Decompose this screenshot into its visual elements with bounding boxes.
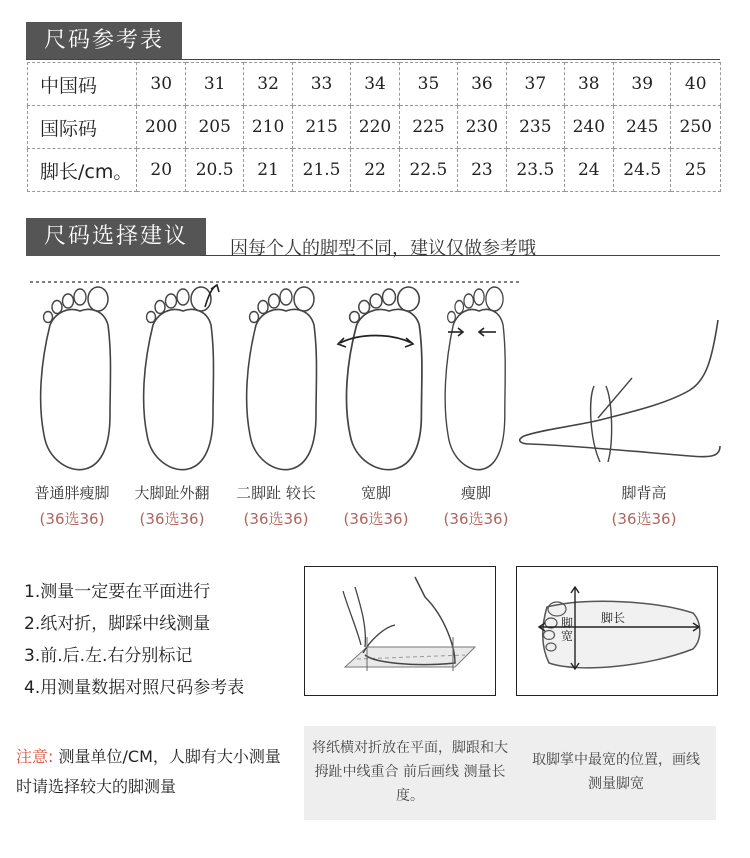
- size-cell: 210: [243, 106, 292, 149]
- size-cell: 25: [671, 149, 721, 192]
- note-label: 注意:: [16, 747, 54, 766]
- size-chart-title: 尺码参考表: [26, 22, 182, 60]
- measure-steps: [24, 576, 244, 704]
- size-cell: 230: [457, 106, 506, 149]
- size-row-label: 国际码: [28, 106, 137, 149]
- size-cell: 20.5: [186, 149, 243, 192]
- foot-top-view-icon: [517, 567, 717, 695]
- size-cell: 39: [614, 63, 671, 106]
- width-label: 脚宽: [561, 616, 574, 643]
- size-cell: 20: [137, 149, 186, 192]
- length-instruction-box: 将纸横对折放在平面，脚跟和大拇趾中线重合 前后画线 测量长度。: [304, 726, 516, 820]
- size-cell: 250: [671, 106, 721, 149]
- note-text: 测量单位/CM，人脚有大小测量时请选择较大的脚测量: [16, 747, 281, 796]
- measure-length-illustration: [304, 566, 496, 696]
- foot-type-label: 普通胖瘦脚: [34, 484, 110, 502]
- size-row: [28, 149, 721, 192]
- size-cell: 32: [243, 63, 292, 106]
- size-cell: 34: [350, 63, 399, 106]
- size-cell: 21: [243, 149, 292, 192]
- foot-type-size: (36选36): [611, 510, 677, 528]
- size-cell: 24: [564, 149, 613, 192]
- width-instruction-box: 取脚掌中最宽的位置，画线测量脚宽: [516, 726, 716, 820]
- foot-type-size: (36选36): [343, 510, 409, 528]
- step-item: 1.测量一定要在平面进行: [24, 582, 211, 602]
- advice-title: 尺码选择建议: [26, 218, 206, 256]
- size-row-label: 脚长/cm。: [28, 149, 137, 192]
- advice-note: 因每个人的脚型不同，建议仅做参考哦: [230, 238, 536, 259]
- measure-width-illustration: [516, 566, 718, 696]
- size-cell: 23: [457, 149, 506, 192]
- step-item: 4.用测量数据对照尺码参考表: [24, 678, 245, 698]
- step-item: 3.前.后.左.右分别标记: [24, 646, 193, 666]
- foot-type-label: 宽脚: [360, 484, 391, 502]
- size-cell: 21.5: [293, 149, 350, 192]
- size-cell: 245: [614, 106, 671, 149]
- foot-type-label: 脚背高: [621, 484, 667, 502]
- size-cell: 200: [137, 106, 186, 149]
- size-cell: 240: [564, 106, 613, 149]
- measure-note: [16, 742, 286, 802]
- size-cell: 35: [400, 63, 457, 106]
- size-cell: 30: [137, 63, 186, 106]
- foot-type-size: (36选36): [39, 510, 105, 528]
- foot-illustrations: [0, 280, 750, 480]
- size-cell: 40: [671, 63, 721, 106]
- size-cell: 22: [350, 149, 399, 192]
- size-cell: 225: [400, 106, 457, 149]
- size-cell: 215: [293, 106, 350, 149]
- size-cell: 22.5: [400, 149, 457, 192]
- size-row: [28, 106, 721, 149]
- size-cell: 220: [350, 106, 399, 149]
- paper-foot-icon: [305, 567, 495, 695]
- foot-type-size: (36选36): [243, 510, 309, 528]
- size-row: [28, 63, 721, 106]
- size-cell: 24.5: [614, 149, 671, 192]
- foot-type-size: (36选36): [443, 510, 509, 528]
- foot-type-label: 大脚趾外翻: [134, 484, 210, 502]
- size-cell: 33: [293, 63, 350, 106]
- size-cell: 31: [186, 63, 243, 106]
- foot-type-size: (36选36): [139, 510, 205, 528]
- title-underline: [26, 59, 720, 60]
- foot-type-label: 二脚趾 较长: [236, 484, 316, 502]
- size-cell: 38: [564, 63, 613, 106]
- size-cell: 36: [457, 63, 506, 106]
- size-cell: 205: [186, 106, 243, 149]
- size-cell: 37: [507, 63, 564, 106]
- foot-type-label: 瘦脚: [460, 484, 491, 502]
- length-label: 脚长: [601, 611, 626, 625]
- size-cell: 23.5: [507, 149, 564, 192]
- size-cell: 235: [507, 106, 564, 149]
- step-item: 2.纸对折，脚踩中线测量: [24, 614, 211, 634]
- size-row-label: 中国码: [28, 63, 137, 106]
- size-table: [27, 62, 721, 192]
